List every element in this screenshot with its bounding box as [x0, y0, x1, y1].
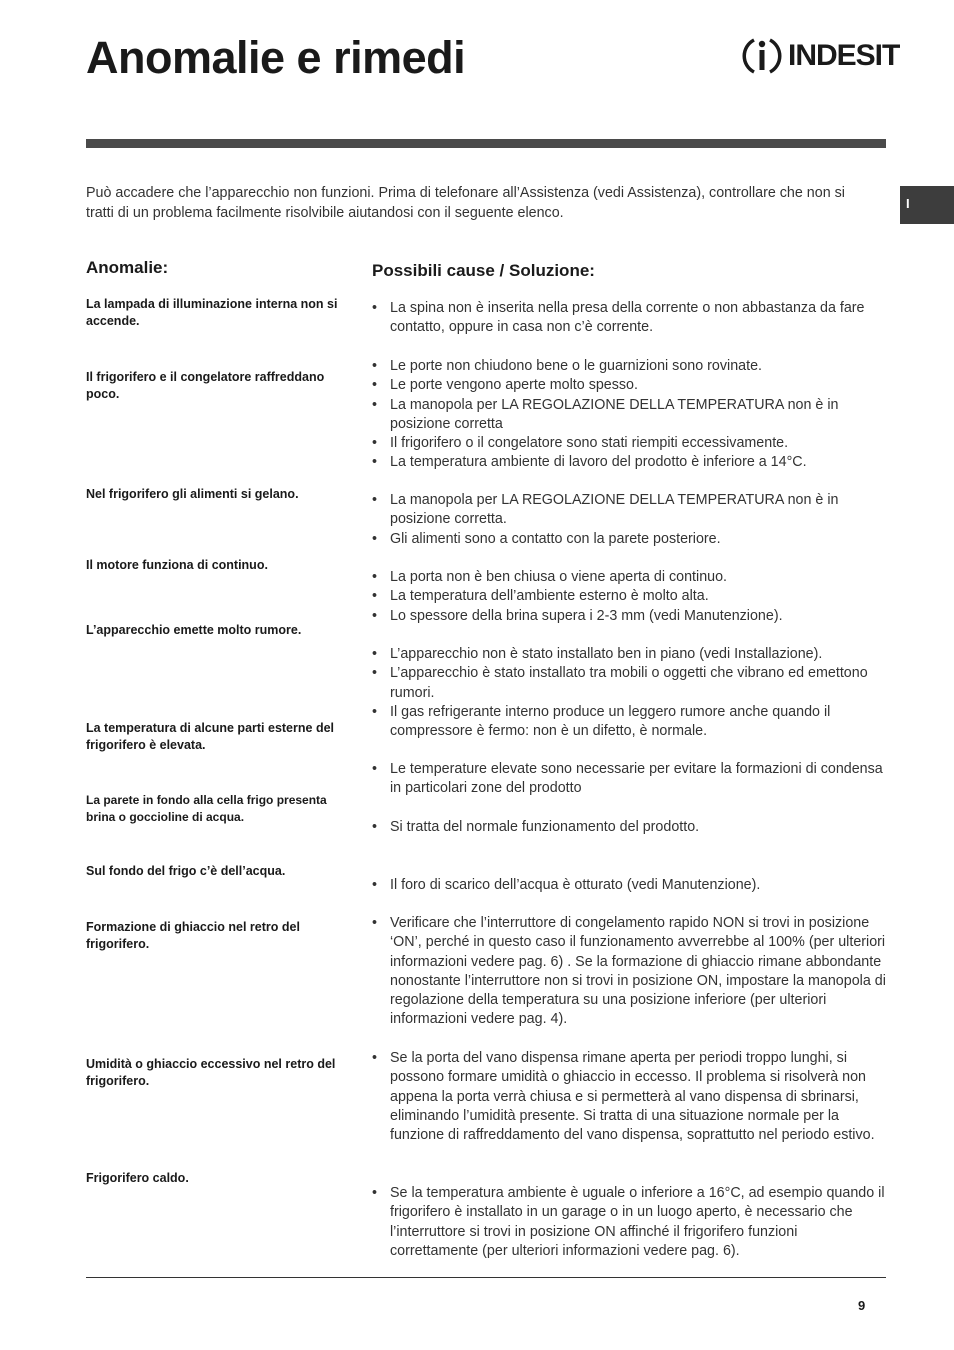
cause-item: • Il foro di scarico dell’acqua è otturato (vedi Manutenzione). — [372, 876, 886, 895]
causes-cooling — [372, 357, 886, 473]
causes-heading: Possibili cause / Soluzione: — [372, 261, 595, 280]
footer-rule — [86, 1277, 886, 1278]
anomaly-freezing: Nel frigorifero gli alimenti si gelano. — [86, 487, 299, 501]
causes-ice-back — [372, 914, 886, 1030]
brand-logo — [740, 34, 902, 78]
cause-item: • Si tratta del normale funzionamento del prodotto. — [372, 818, 886, 837]
causes-humidity — [372, 1049, 886, 1145]
anomaly-humidity: Umidità o ghiaccio eccessivo nel retro del frigorifero. — [86, 1057, 336, 1088]
anomaly-warm-fridge: Frigorifero caldo. — [86, 1171, 189, 1185]
cause-item: • Lo spessore della brina supera i 2-3 mm (vedi Manutenzione). — [372, 607, 886, 626]
page-title: Anomalie e rimedi — [86, 32, 466, 83]
anomaly-motor: Il motore funziona di continuo. — [86, 558, 268, 572]
brand-wordmark: INDESIT — [788, 39, 900, 72]
causes-motor — [372, 568, 886, 626]
cause-item: • Le temperature elevate sono necessarie per evitare la formazioni di condensa in particolari zone del prodotto — [372, 760, 886, 799]
cause-item: • Le porte non chiudono bene o le guarnizioni sono rovinate. — [372, 357, 886, 376]
cause-item: • Il frigorifero o il congelatore sono stati riempiti eccessivamente. — [372, 434, 886, 453]
anomaly-noise: L’apparecchio emette molto rumore. — [86, 623, 302, 637]
causes-freezing — [372, 491, 886, 549]
causes-water — [372, 876, 886, 895]
anomaly-external-heat: La temperatura di alcune parti esterne del frigorifero è elevata. — [86, 721, 334, 752]
causes-external-heat — [372, 760, 886, 799]
anomalies-heading: Anomalie: — [86, 258, 169, 277]
causes-lamp — [372, 299, 886, 338]
cause-item: • Il gas refrigerante interno produce un leggero rumore anche quando il compressore è fermo: non è un difetto, è normale. — [372, 703, 886, 742]
anomaly-cooling: Il frigorifero e il congelatore raffreddano poco. — [86, 370, 325, 401]
causes-warm-fridge — [372, 1184, 886, 1261]
anomaly-frost-wall: La parete in fondo alla cella frigo presenta brina o goccioline di acqua. — [86, 793, 327, 824]
cause-item: • Se la porta del vano dispensa rimane aperta per periodi troppo lunghi, si possono formare umidità o ghiaccio in eccesso. Il problema si risolverà non appena la porta verrà chiusa e si permetterà al vano dispensa di sbrinarsi, eliminando l’umidità presente. Si tratta di una situazione normale per la funzione di raffreddamento del vano dispensa, soprattutto nel periodo estivo. — [372, 1049, 886, 1145]
cause-item: • La temperatura dell’ambiente esterno è molto alta. — [372, 587, 886, 606]
cause-item: • La spina non è inserita nella presa della corrente o non abbastanza da fare contatto, oppure in casa non c’è corrente. — [372, 299, 886, 338]
cause-item: • La manopola per LA REGOLAZIONE DELLA TEMPERATURA non è in posizione corretta — [372, 396, 886, 435]
anomaly-water: Sul fondo del frigo c’è dell’acqua. — [86, 864, 286, 878]
cause-item: • L’apparecchio non è stato installato ben in piano (vedi Installazione). — [372, 645, 886, 664]
cause-item: • Gli alimenti sono a contatto con la parete posteriore. — [372, 530, 886, 549]
anomaly-ice-back: Formazione di ghiaccio nel retro del frigorifero. — [86, 920, 300, 951]
anomaly-lamp: La lampada di illuminazione interna non si accende. — [86, 297, 338, 328]
cause-item: • L’apparecchio è stato installato tra mobili o oggetti che vibrano ed emettono rumori. — [372, 664, 886, 703]
page-number: 9 — [858, 1298, 866, 1313]
intro-paragraph: Può accadere che l’apparecchio non funzioni. Prima di telefonare all’Assistenza (vedi Assistenza), controllare che non si tratti di un problema facilmente risolvibile aiutandosi con il seguente elenco. — [86, 185, 845, 221]
cause-item: • Verificare che l’interruttore di congelamento rapido NON si trovi in posizione ‘ON’, perché in questo caso il funzionamento avverrebbe al 100% (per ulteriori informazioni vedere pag. 6) . Se la formazione di ghiaccio rimane abbondante nonostante l’interruttore non si trovi in posizione ON, impostare la manopola di regolazione della temperatura su una posizione inferiore (per ulteriori informazioni vedere pag. 4). — [372, 914, 886, 1030]
cause-item: • La porta non è ben chiusa o viene aperta di continuo. — [372, 568, 886, 587]
causes-noise — [372, 645, 886, 741]
cause-item: • Se la temperatura ambiente è uguale o inferiore a 16°C, ad esempio quando il frigorifero è installato in un garage o in un luogo aperto, è necessario che l’interruttore si trovi in posizione ON affinché il frigorifero funzioni correttamente (per ulteriori informazioni vedere pag. 6). — [372, 1184, 886, 1261]
cause-item: • Le porte vengono aperte molto spesso. — [372, 376, 886, 395]
header-rule — [86, 139, 886, 148]
causes-frost-wall — [372, 818, 886, 837]
cause-item: • La manopola per LA REGOLAZIONE DELLA TEMPERATURA non è in posizione corretta. — [372, 491, 886, 530]
cause-item: • La temperatura ambiente di lavoro del prodotto è inferiore a 14°C. — [372, 453, 886, 472]
indesit-logo-icon — [740, 34, 784, 78]
language-tab-label: I — [906, 196, 910, 211]
language-tab — [900, 186, 954, 224]
